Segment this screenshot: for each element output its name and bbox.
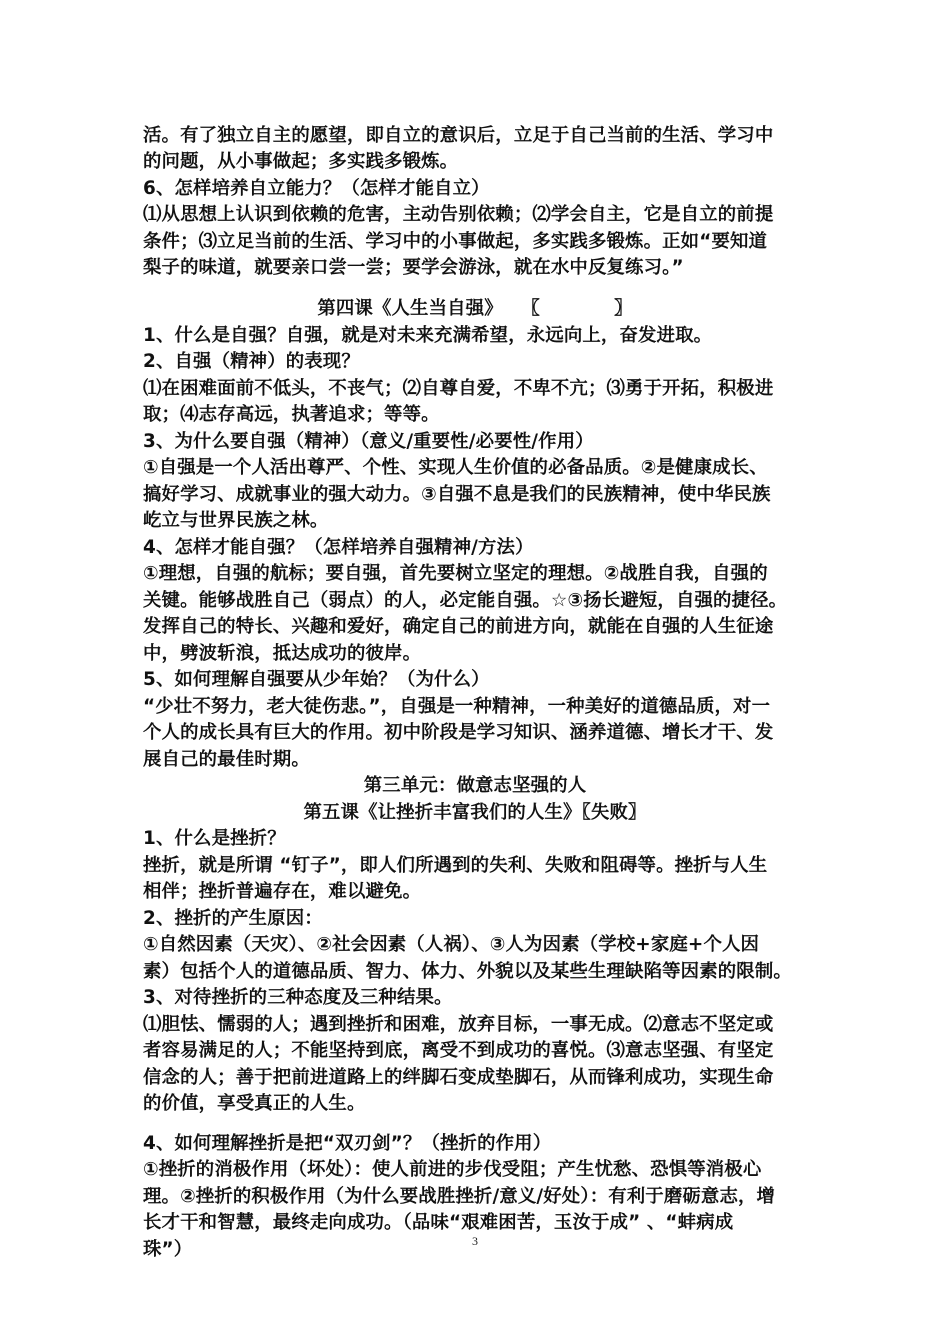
body-line: “少壮不努力，老大徒伤悲。”，自强是一种精神，一种美好的道德品质，对一: [143, 696, 771, 717]
question-heading: 4、如何理解挫折是把“双刃剑”？（挫折的作用）: [143, 1133, 552, 1154]
body-line: 的问题，从小事做起；多实践多锻炼。: [143, 151, 459, 172]
question-heading: 1、什么是挫折？: [143, 828, 286, 849]
question-heading: 2、挫折的产生原因：: [143, 908, 323, 929]
body-line: 中，劈波斩浪，抵达成功的彼岸。: [143, 643, 422, 664]
body-line: 发挥自己的特长、兴趣和爱好，确定自己的前进方向，就能在自强的人生征途: [143, 616, 774, 637]
body-line: 屹立与世界民族之林。: [143, 510, 329, 531]
unit-title: 第三单元：做意志坚强的人: [363, 775, 587, 796]
body-line: 者容易满足的人；不能坚持到底，离受不到成功的喜悦。⑶意志坚强、有坚定: [143, 1040, 774, 1061]
body-line: 理。②挫折的积极作用（为什么要战胜挫折/意义/好处）：有利于磨砺意志，增: [143, 1186, 776, 1207]
question-heading: 4、怎样才能自强？（怎样培养自强精神/方法）: [143, 537, 534, 558]
body-line: 相伴；挫折普遍存在，难以避免。: [143, 881, 422, 902]
body-line: ①理想，自强的航标；要自强，首先要树立坚定的理想。②战胜自我，自强的: [143, 563, 768, 584]
question-heading: 5、如何理解自强要从少年始？（为什么）: [143, 669, 490, 690]
body-line: ①自然因素（天灾）、②社会因素（人祸）、③人为因素（学校+家庭+个人因: [143, 934, 760, 955]
body-line: 个人的成长具有巨大的作用。初中阶段是学习知识、涵养道德、增长才干、发: [143, 722, 774, 743]
lesson-title: 第四课《人生当自强》 〖 〗: [317, 298, 633, 319]
body-line: 素）包括个人的道德品质、智力、体力、外貌以及某些生理缺陷等因素的限制。: [143, 961, 792, 982]
body-line: 条件；⑶立足当前的生活、学习中的小事做起，多实践多锻炼。正如“要知道: [143, 231, 768, 252]
body-line: 搞好学习、成就事业的强大动力。③自强不息是我们的民族精神，使中华民族: [143, 484, 771, 505]
body-line: 的价值，享受真正的人生。: [143, 1093, 366, 1114]
body-line: 展自己的最佳时期。: [143, 749, 310, 770]
question-heading: 3、对待挫折的三种态度及三种结果。: [143, 987, 453, 1008]
question-heading: 6、怎样培养自立能力？（怎样才能自立）: [143, 178, 490, 199]
body-line: 挫折，就是所谓 “钉子”，即人们所遇到的失利、失败和阻碍等。挫折与人生: [143, 855, 768, 876]
body-line: 关键。能够战胜自己（弱点）的人，必定能自强。☆③扬长避短，自强的捷径。: [143, 590, 788, 611]
body-line: 取；⑷志存高远，执著追求；等等。: [143, 404, 440, 425]
body-line: 珠”）: [143, 1239, 193, 1260]
body-line: ①挫折的消极作用（坏处）：使人前进的步伐受阻；产生忧愁、恐惧等消极心: [143, 1159, 762, 1180]
page-number: 3: [472, 1234, 478, 1248]
body-line: 活。有了独立自主的愿望，即自立的意识后，立足于自己当前的生活、学习中: [143, 125, 774, 146]
body-line: ①自强是一个人活出尊严、个性、实现人生价值的必备品质。②是健康成长、: [143, 457, 768, 478]
lesson-title: 第五课《让挫折丰富我们的人生》〖失败〗: [303, 802, 647, 823]
body-line: ⑴从思想上认识到依赖的危害，主动告别依赖；⑵学会自主，它是自立的前提: [143, 204, 774, 225]
question-heading: 1、什么是自强？自强，就是对未来充满希望，永远向上，奋发进取。: [143, 325, 713, 346]
body-line: 长才干和智慧，最终走向成功。（品味“艰难困苦，玉汝于成” 、“蚌病成: [143, 1212, 734, 1233]
body-line: 信念的人；善于把前进道路上的绊脚石变成垫脚石，从而锋利成功，实现生命: [143, 1067, 774, 1088]
question-heading: 3、为什么要自强（精神）（意义/重要性/必要性/作用）: [143, 431, 594, 452]
body-line: 梨子的味道，就要亲口尝一尝；要学会游泳，就在水中反复练习。”: [143, 257, 684, 278]
body-line: ⑴胆怯、懦弱的人；遇到挫折和困难，放弃目标，一事无成。⑵意志不坚定或: [143, 1014, 774, 1035]
question-heading: 2、自强（精神）的表现？: [143, 351, 360, 372]
body-line: ⑴在困难面前不低头，不丧气；⑵自尊自爱，不卑不亢；⑶勇于开拓，积极进: [143, 378, 774, 399]
